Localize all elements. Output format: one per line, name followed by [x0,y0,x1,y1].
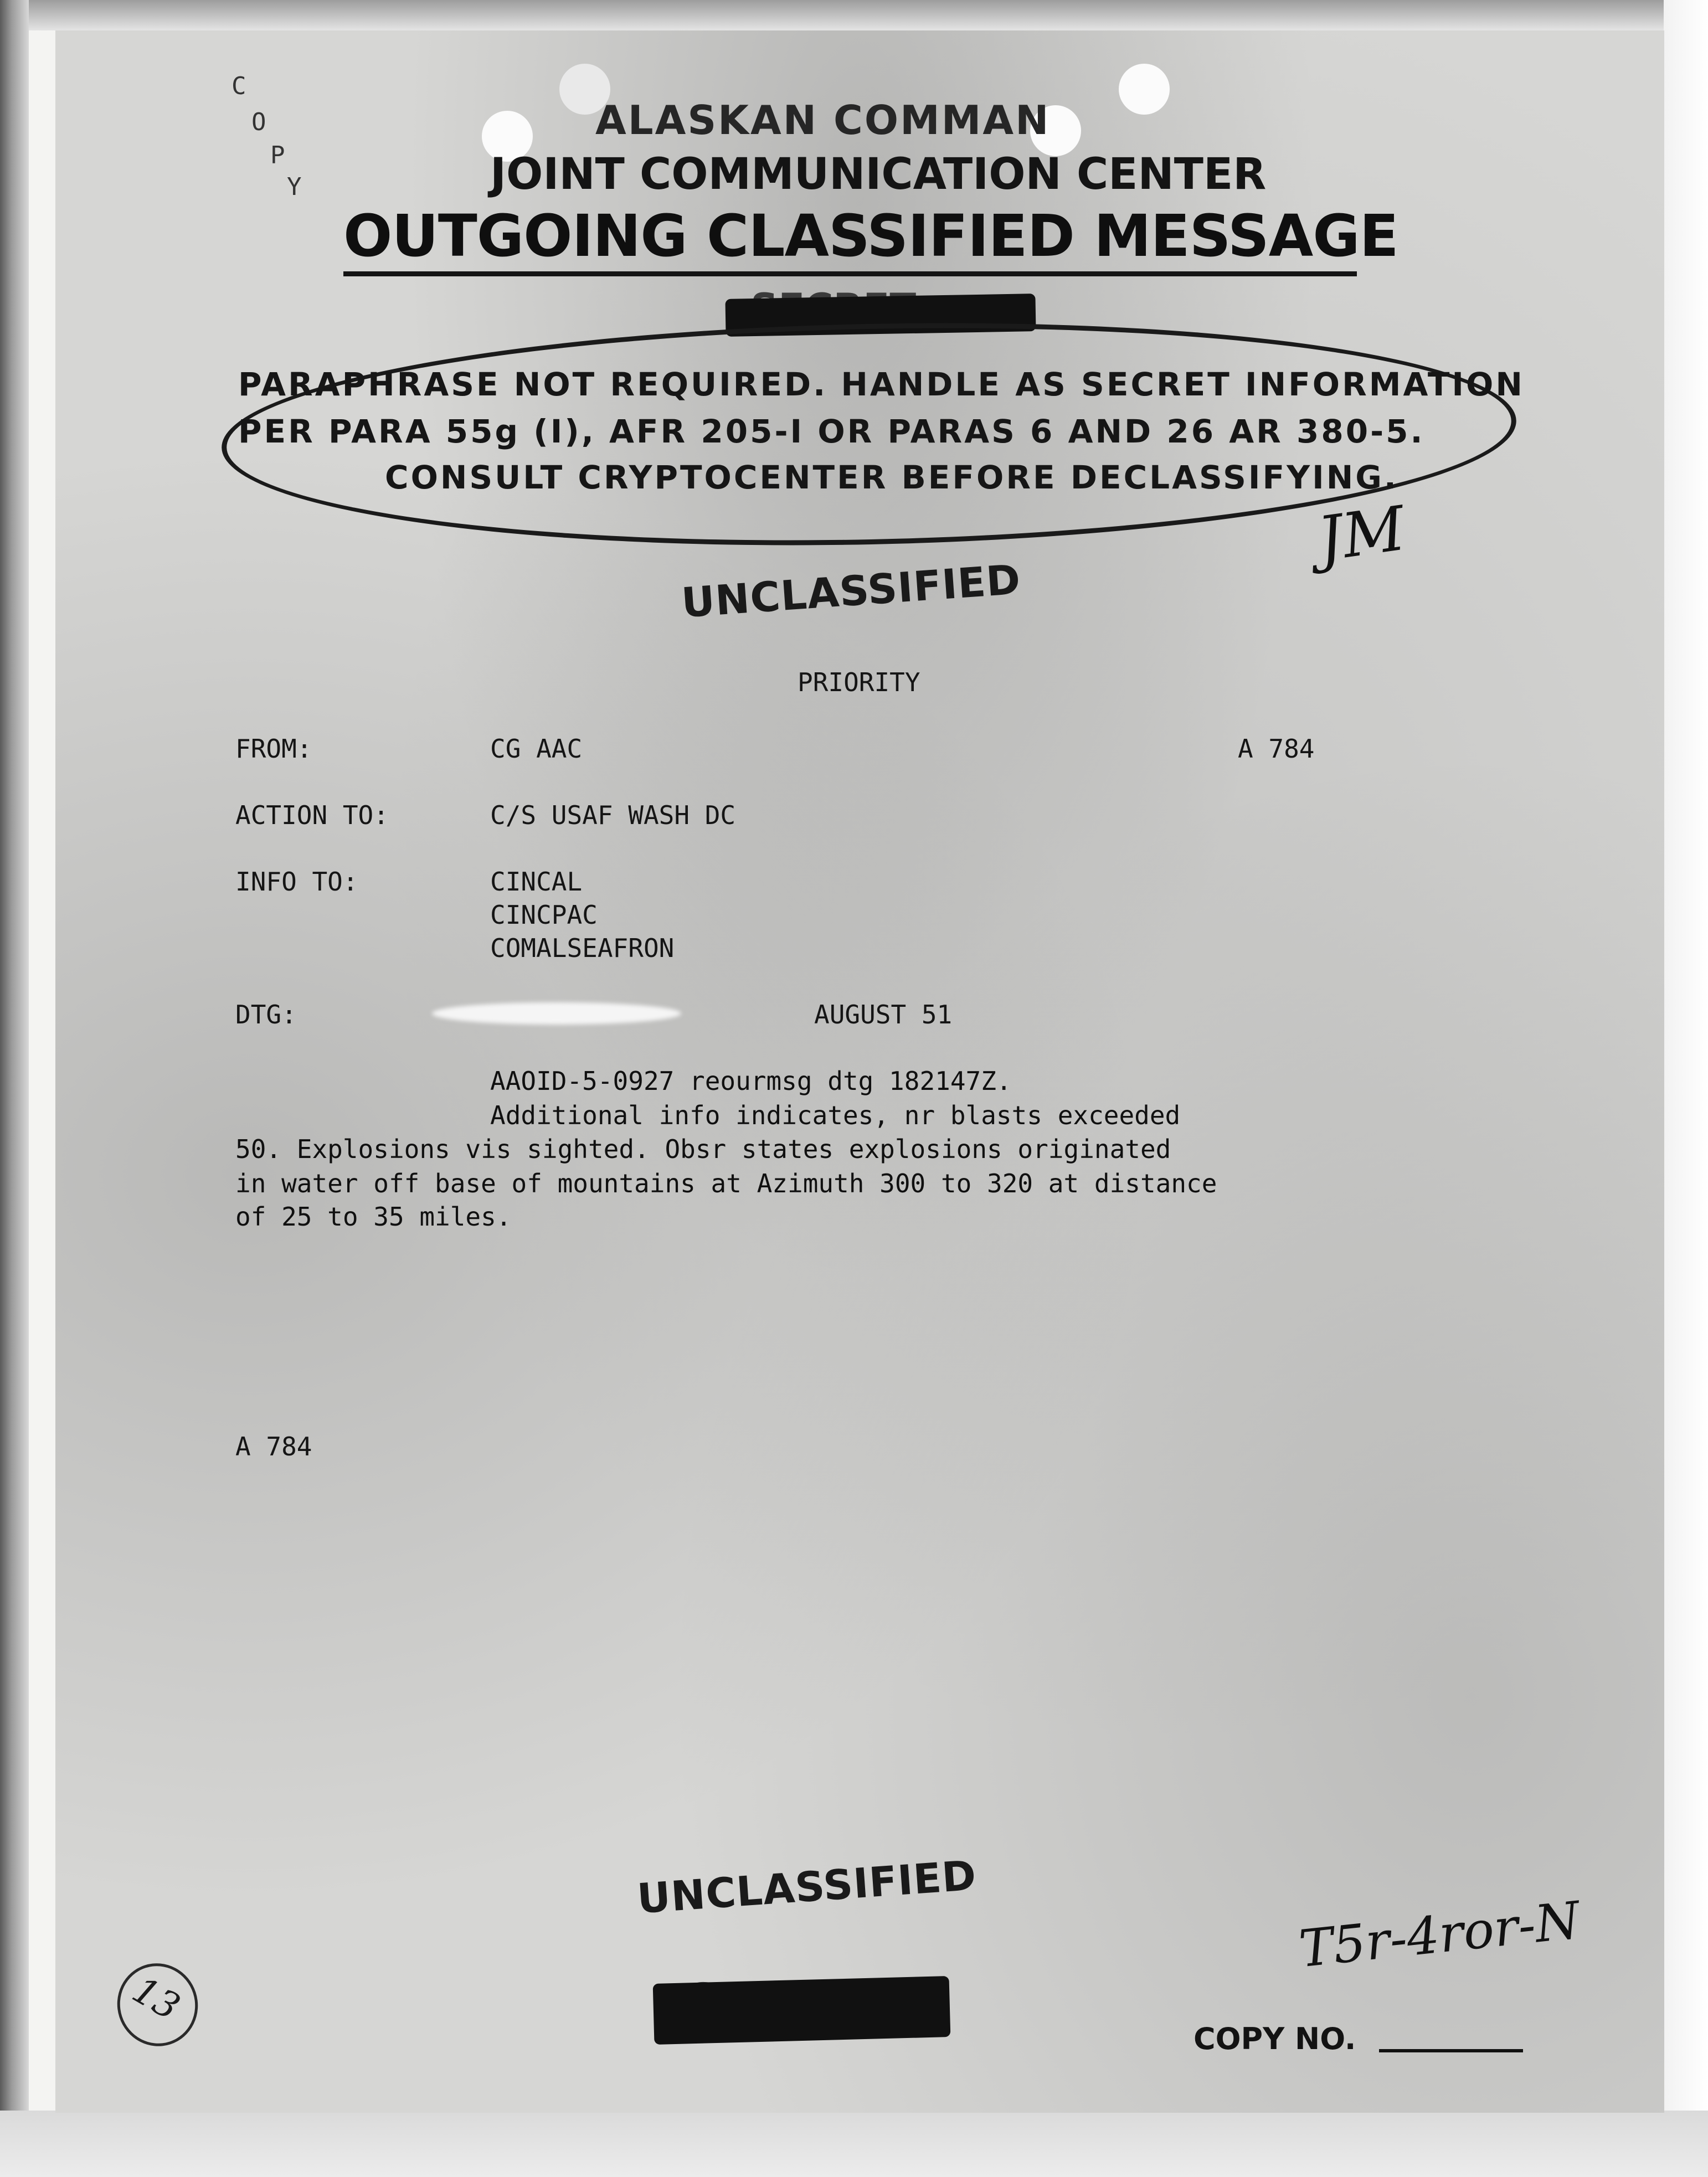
action-label: ACTION TO: [235,800,389,830]
punch-hole-right [1119,64,1170,115]
title-underline [343,271,1357,276]
dtg-redaction [432,1002,681,1025]
body-line-4: in water off base of mountains at Azimuth 300 to 320 at distance [235,1169,1217,1198]
from-label: FROM: [235,734,312,764]
from-value: CG AAC [490,734,583,764]
unclassified-stamp-top: UNCLASSIFIED [680,555,1022,627]
dtg-value: AUGUST 51 [814,1000,953,1030]
body-line-2: Additional info indicates, nr blasts exceeded [490,1100,1181,1130]
bottom-classification-redaction [653,1976,951,2045]
handwritten-reference: T5r-4ror-N [1296,1890,1583,1979]
page-number: 13 [125,1968,187,2029]
body-line-1: AAOID-5-0927 reourmsg dtg 182147Z. [490,1066,1012,1096]
scan-border-left [0,0,29,2177]
copy-letter-o: O [251,108,266,136]
copy-letter-p: P [270,141,285,169]
precedence: PRIORITY [798,667,920,697]
copy-letter-y: Y [287,173,302,201]
handling-notice-line2: PER PARA 55g (I), AFR 205-I OR PARAS 6 AND 26 AR 380-5. [238,413,1425,450]
header-command: ALASKAN COMMAN [595,97,1051,143]
handling-notice-line1: PARAPHRASE NOT REQUIRED. HANDLE AS SECRET INFORMATION [238,366,1525,403]
message-number: A 784 [1238,734,1315,764]
dtg-label: DTG: [235,1000,297,1030]
copy-no-label: COPY NO. [1193,2021,1356,2056]
handwritten-initials: JM [1313,492,1409,575]
scan-border-right [1664,0,1708,2177]
copy-letter-c: C [231,72,246,100]
copy-no-blank [1379,2049,1523,2052]
handling-notice-line3: CONSULT CRYPTOCENTER BEFORE DECLASSIFYING. [385,459,1398,496]
info-value-1: CINCAL [490,867,583,897]
page-title: OUTGOING CLASSIFIED MESSAGE [343,202,1398,270]
info-label: INFO TO: [235,867,358,897]
body-line-5: of 25 to 35 miles. [235,1202,512,1232]
footer-message-number: A 784 [235,1432,312,1461]
unclassified-stamp-bottom: UNCLASSIFIED [635,1851,978,1923]
info-value-3: COMALSEAFRON [490,933,675,963]
scan-border-bottom [0,2111,1708,2177]
scan-border-top [29,0,1708,30]
header-center: JOINT COMMUNICATION CENTER [490,150,1267,199]
action-value: C/S USAF WASH DC [490,800,736,830]
body-line-3: 50. Explosions vis sighted. Obsr states explosions originated [235,1134,1171,1164]
info-value-2: CINCPAC [490,900,598,930]
